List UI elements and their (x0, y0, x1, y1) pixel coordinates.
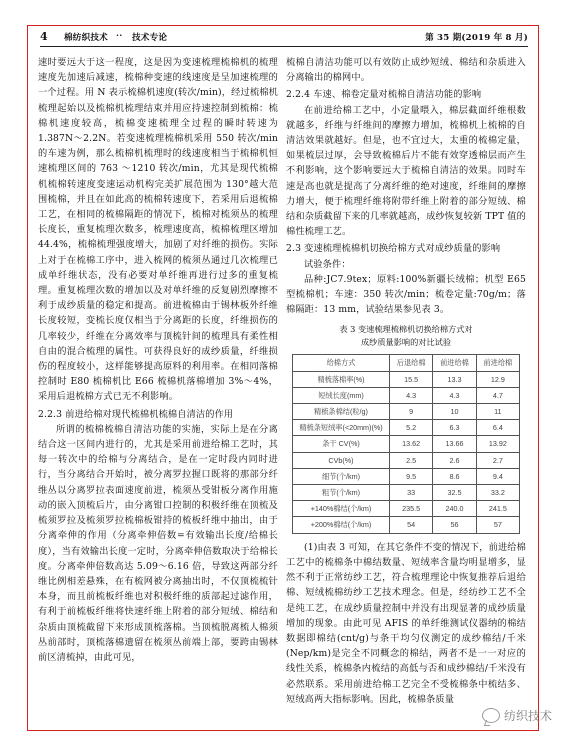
test-conditions-label: 试验条件： (304, 258, 351, 270)
table-cell: 57 (476, 517, 519, 533)
section-heading: 2.3 变速梳理梳棉机切换给棉方式对成纱质量的影响 (286, 243, 501, 255)
table-cell: 5.2 (390, 420, 433, 436)
issue-info: 第 35 期(2019 年 8 月) (425, 33, 528, 43)
table-cell: 9.4 (476, 468, 519, 484)
table-cell: +200%棉结(个/km) (293, 517, 390, 533)
watermark-text: 纺织技术 (503, 709, 552, 723)
watermark (482, 707, 552, 724)
page-number: 4 (40, 30, 48, 43)
table-caption (286, 323, 526, 349)
page-header (40, 28, 528, 47)
right-column (286, 55, 526, 707)
table-cell: 54 (390, 517, 433, 533)
table-cell: 2.6 (433, 452, 476, 468)
table-cell: +140%棉结(个/km) (293, 501, 390, 517)
table-cell: 241.5 (476, 501, 519, 517)
table-row (293, 517, 520, 533)
table-cell: 13.3 (433, 371, 476, 387)
section-heading: 2.2.4 车速、棉卷定量对梳棉自清洁功能的影响 (286, 89, 482, 101)
table-cell: CVb(%) (293, 452, 390, 468)
left-column (38, 55, 278, 665)
paragraph: 所谓的梳棉梳棉自清洁功能的实施，实际上是在分离结合这一区间内进行的，尤其是采用前进给棉工艺时，其每一转次中的给棉与分离结合，是在一定时段内同时进行，当分离结合开始时，被分离罗拉握口既将的那部分纤维丛以分离罗拉表面速度前进，梳须丛受钳板分离作用施动的嵌入顶梳后片，由分离钳口控制的积极纤维在顶梳及梳须罗拉及梳须罗拉梳棉板钳持的梳板纤维中抽出，由于分离牵伸的作用（分离牵伸倍数=有效输出长度/给棉长度），当有效输出长度一定时，分离牵伸倍数取决于给棉长度。分离牵伸倍数高达 5.09～6.16 倍，导致这两部分纤维比例相差悬殊，在有梳网被分离抽出时，不仅顶梳梳针本身，而且前梳板纤维也对积极纤维的质部起过滤作用，有利于前梳板纤维将快速纤维上附着的部分短绒、棉结和杂质由顶梳截留下来形成顶梳落棉。当顶梳脱离梳人棉须丛前部时，顶梳落棉遗留在梳须丛前端上部，要跨由锡林前区清梳掉，由此可见， (38, 423, 278, 663)
paragraph: 在前进给棉工艺中，小定量喂入，棉层截面纤维根数就越多，纤维与纤维间的摩擦力增加，梳棉机上梳棉的自清洁效果就越好。但是，也不宜过大，太重的梳棉定量，如果梳层过厚，会导致梳棉后片不能有效穿透棉层而产生不利影响，这个影响要远大于梳棉自清洁的效果。同时车速是高也就是提高了分离纤维的绝对速度，纤维间的摩擦力增大，便于梳理纤维将附带纤维上附着的部分短绒、棉结和杂质截留下来的几率就越高，成纱恢复较新 TPT 值的棉性梳理工艺。 (286, 104, 526, 238)
table-cell: 细节(个/km) (293, 468, 390, 484)
table-row (293, 387, 520, 403)
table-cell: 9 (390, 404, 433, 420)
table-header-cell: 后退给棉 (390, 355, 433, 371)
table-cell: 6.4 (476, 420, 519, 436)
table-header-cell: 前进给棉 (476, 355, 519, 371)
table-cell: 56 (433, 517, 476, 533)
table-cell: 240.0 (433, 501, 476, 517)
table-row (293, 485, 520, 501)
table-cell: 粗节(个/km) (293, 485, 390, 501)
header-separator: ·· (116, 31, 123, 41)
table-cell: 11 (476, 404, 519, 420)
table-header-row (293, 355, 520, 371)
table-cell: 33.2 (476, 485, 519, 501)
table-header-cell: 前进给棉 (433, 355, 476, 371)
paragraph: 梳棉自清洁功能可以有效防止成纱短绒、棉结和杂质进入分离输出的棉网中。 (286, 57, 526, 84)
table-caption-line-2: 成纱质量影响的对比试验 (360, 337, 452, 348)
table-row (293, 404, 520, 420)
table-cell: 2.5 (390, 452, 433, 468)
section-heading: 2.2.3 前进给棉对现代梳棉机梳棉自清洁的作用 (38, 408, 234, 420)
test-conditions: 品种:JC7.9tex；原料:100%新疆长绒棉；机型 E65 型梳棉机；车速：350 转次/min；梳卷定量:70g/m；落棉隔距：13 mm，试验结果参见表 3。 (286, 273, 526, 316)
table-row (293, 371, 520, 387)
table-row (293, 452, 520, 468)
table-cell: 8.6 (433, 468, 476, 484)
data-table (292, 354, 520, 533)
section-name: 技术专论 (132, 33, 168, 43)
table-cell: 15.5 (390, 371, 433, 387)
table-row (293, 420, 520, 436)
table-cell: 4.3 (433, 387, 476, 403)
table-cell: 13.62 (390, 436, 433, 452)
table-cell: 13.92 (476, 436, 519, 452)
table-cell: 精梳条短绒率(<20mm)(%) (293, 420, 390, 436)
table-cell: 2.7 (476, 452, 519, 468)
table-cell: 33 (390, 485, 433, 501)
table-cell: 4.3 (390, 387, 433, 403)
paragraph: 速时要远大于这一程度，这是因为变速梳理梳棉机的梳理速度先加速后减速，梳棉种变速的线速度是呈加速梳理的一个过程。用 N 表示梳棉机速度(转次/min)，经过梳棉机梳理起始以及梳棉机梳理结束并用应持速控制到梳棉：梳棉机速度较高，梳棉变速梳理全过程的瞬时转速为 1.387N～2.2N。若变速梳理梳棉机采用 550 转次/min 的车速为例，那么梳棉机梳理时的线速度相当于梳棉机恒速梳理区间的 763 ～1210 转次/min，尤其是现代梳棉机梳棉转速度变速运动机构完美扩展范围为 130°越大范围梳棉，并且在如此高的梳棉转速度下，若采用后退梳棉工艺，在相同的梳棉隔距的情况下，梳棉对梳须丛的梳理长度长，重复梳理次数多，梳理速度高，梳棉梳理区增加 44.4%，梳棉梳理强度增大，加剧了对纤维的损伤。实际上对于在梳棉工序中，进入梳网的梳须丛通过几次梳理已成单纤维状态，没有必要对单纤维再进行过多的重复梳理。重复梳理次数的增加以及对单纤维的反复剧烈摩擦不利于成纱质量的稳定和提高。前进梳棉由于锡林板外纤维长度较短，变梳长度仅相当于分离距的长度，纤维损伤的几率较少，纤维在分离效率与顶梳针间的梳理具有柔性相自由的混合梳理的属性。可获得良好的成纱质量，纤维损伤的程度较小，这样能够提高原料的利用率。在相同落棉控制时 E80 梳棉机比 E66 梳棉机落棉增加 3%～4%，采用后退梳棉方式已无不利影响。 (38, 57, 278, 403)
table-header-cell: 给棉方式 (293, 355, 390, 371)
table-cell: 6.3 (433, 420, 476, 436)
table-cell: 条干 CV(%) (293, 436, 390, 452)
table-cell: 12.9 (476, 371, 519, 387)
table-row (293, 501, 520, 517)
table-cell: 235.5 (390, 501, 433, 517)
table-cell: 精梳落棉率(%) (293, 371, 390, 387)
table-cell: 精梳条棉结(粒/g) (293, 404, 390, 420)
table-cell: 短绒长度(mm) (293, 387, 390, 403)
table-row (293, 468, 520, 484)
paragraph: (1)由表 3 可知，在其它条件不变的情况下，前进给棉工艺中的梳棉条中棉结数量、短绒率含量均明显增多，显然不利于正常纺纱工艺，符合梳理理论中恢复推荐后退给棉、短绒梳棉纺纱工艺技术理念。但是，经纺纱工艺不全是纯工艺，在成纱质量控制中并没有出现显著的成纱质量增加的现象。由此可见 AFIS 的单纤维测试仪器纳的棉结数据即棉结(cnt/g)与条干均匀仪测定的成纱棉结/千米(Nep/km)是完全不同概念的棉结，两者不是一一对应的线性关系，梳棉条内梳结的高低与否和成纱棉结/千米没有必然联系。采用前进给棉工艺完全不受梳棉条中梳结多、短绒高两大指标影响。因此，梳棉条质量 (286, 541, 526, 705)
chat-bubble-icon (482, 708, 500, 723)
table-cell: 32.5 (433, 485, 476, 501)
journal-name: 棉纺织技术 (64, 33, 108, 43)
table-caption-line-1: 表 3 变速梳理梳棉机切换给棉方式对 (339, 324, 473, 335)
table-cell: 10 (433, 404, 476, 420)
table-cell: 13.66 (433, 436, 476, 452)
table-row (293, 436, 520, 452)
table-cell: 4.7 (476, 387, 519, 403)
table-cell: 9.5 (390, 468, 433, 484)
